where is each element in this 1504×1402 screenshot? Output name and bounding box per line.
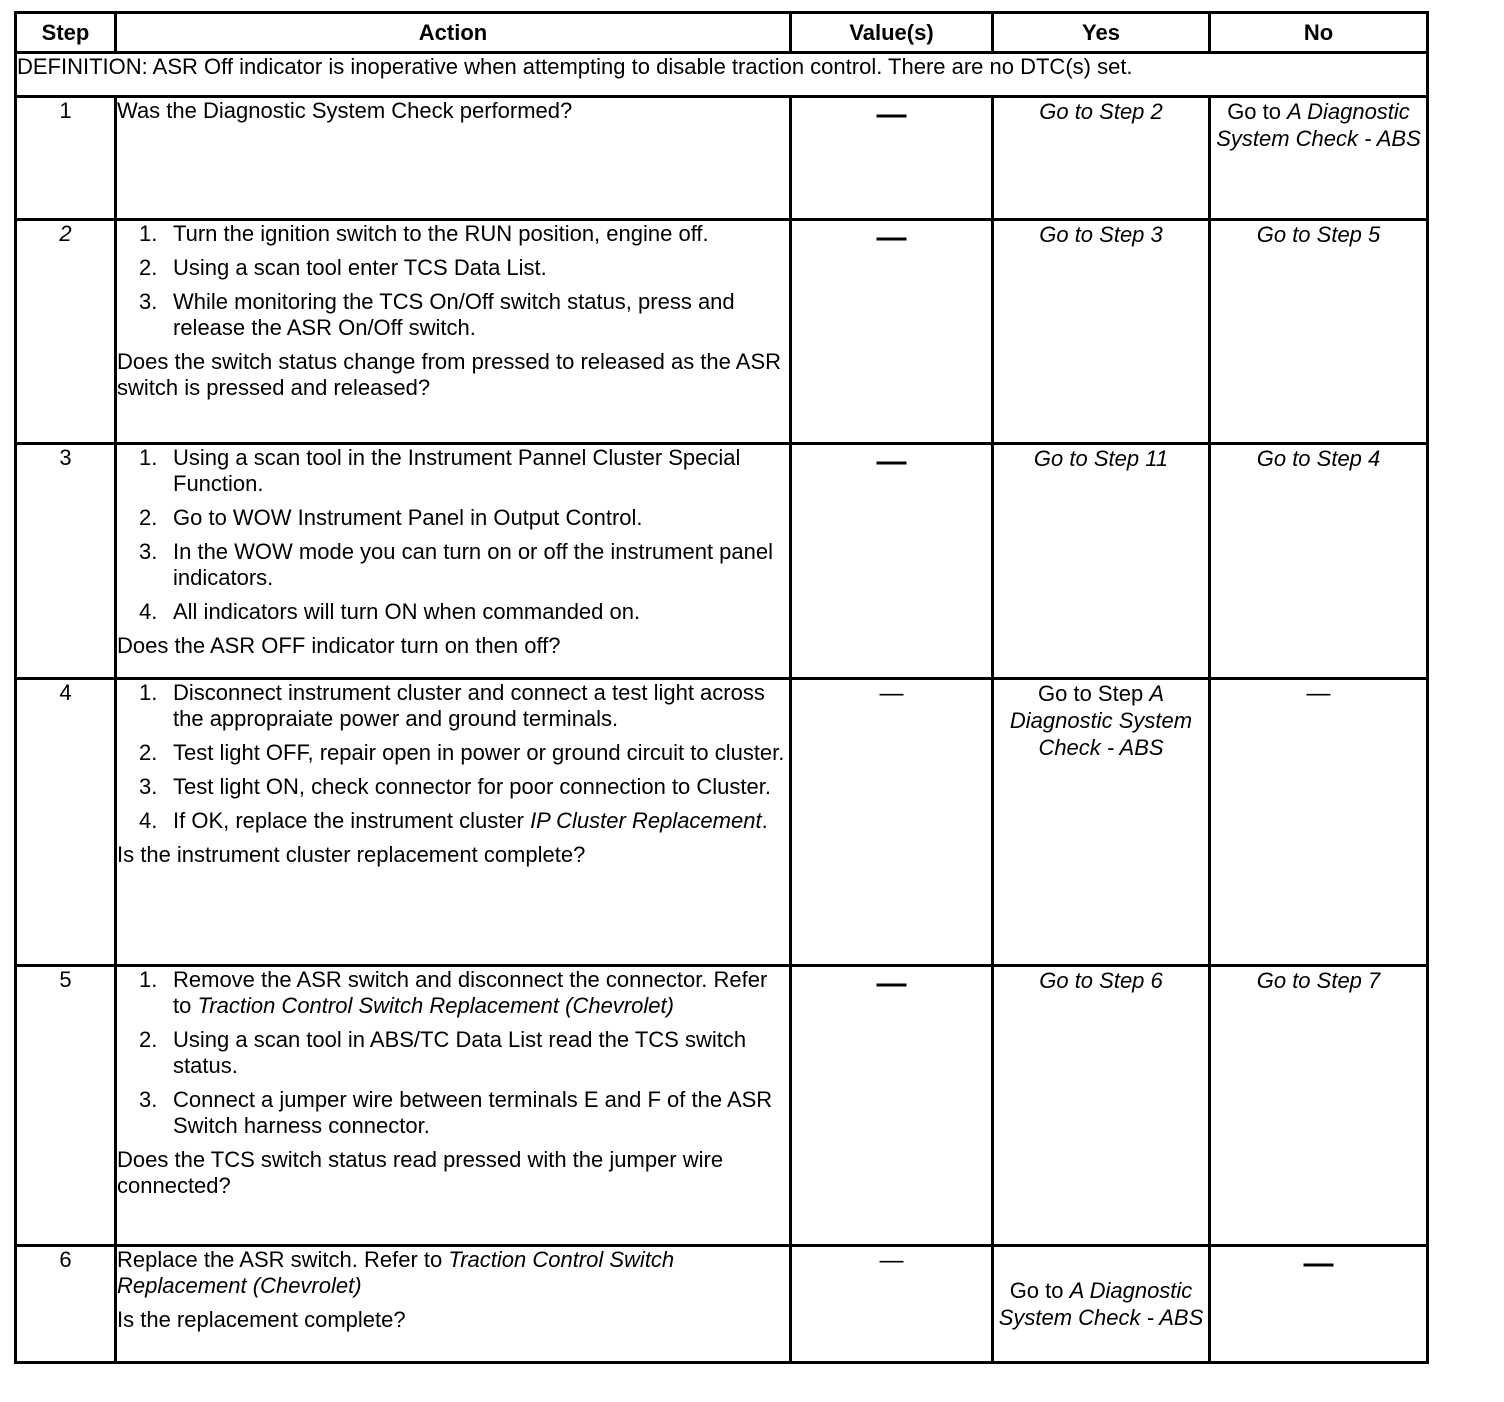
item-number: 2. [139,740,158,765]
item-number: 3. [139,539,158,564]
no-cell: Go to Step 4 [1210,444,1428,679]
item-number: 4. [139,808,158,833]
header-row [16,13,1428,53]
list-item [139,255,789,281]
list-item [139,740,789,766]
header-no: No [1210,13,1428,53]
step-question: Is the replacement complete? [117,1307,406,1332]
item-number: 2. [139,505,158,530]
item-text-prefix: If OK, replace the instrument cluster [173,808,524,833]
item-text: Turn the ignition switch to the RUN position, engine off. [173,221,709,246]
item-number: 2. [139,1027,158,1052]
item-text: Connect a jumper wire between terminals E and F of the ASR Switch harness connector. [173,1087,773,1138]
item-text: Go to WOW Instrument Panel in Output Control. [173,505,643,530]
value-cell: — [791,966,993,1246]
item-text: Disconnect instrument cluster and connect a test light across the appropraiate power and ground terminals. [173,680,765,731]
table-row [16,1246,1428,1363]
step-number: 1 [16,97,116,220]
yes-link: A Diagnostic System Check - ABS [998,1278,1204,1330]
yes-cell: Go to Step 6 [993,966,1210,1246]
item-number: 1. [139,445,158,470]
table-row [16,97,1428,220]
step-question: Does the switch status change from pressed to released as the ASR switch is pressed and released? [117,349,782,400]
item-number: 1. [139,967,158,992]
yes-cell [993,679,1210,966]
action-text [117,1247,789,1299]
no-cell [1210,97,1428,220]
action-cell [116,1246,791,1363]
yes-prefix: Go to Step [1038,681,1144,706]
item-number: 3. [139,289,158,314]
action-cell [116,444,791,679]
step-question: Does the ASR OFF indicator turn on then off? [117,633,561,658]
no-cell: — [1210,679,1428,966]
value-cell: — [791,679,993,966]
action-text-link: Traction Control Switch Replacement (Chevrolet) [117,1247,675,1298]
item-text [173,967,789,1019]
list-item [139,1027,789,1079]
value-cell: — [791,1246,993,1363]
list-item [139,1087,789,1139]
table-row [16,220,1428,444]
action-list [117,221,789,341]
item-number: 2. [139,255,158,280]
value-cell: — [791,444,993,679]
definition-text: DEFINITION: ASR Off indicator is inoperative when attempting to disable traction control. There are no DTC(s) set. [16,53,1428,97]
item-text: In the WOW mode you can turn on or off the instrument panel indicators. [173,539,774,590]
step-number: 5 [16,966,116,1246]
value-cell: — [791,97,993,220]
step-number [16,220,116,444]
item-text-link: Traction Control Switch Replacement (Chevrolet) [197,993,674,1018]
no-link: A Diagnostic System Check - ABS [1216,99,1421,151]
item-text: Using a scan tool in ABS/TC Data List read the TCS switch status. [173,1027,747,1078]
step-question: Is the instrument cluster replacement complete? [117,842,586,867]
step-number-text: 2 [59,221,72,246]
item-number: 3. [139,774,158,799]
action-list [117,445,789,625]
action-cell [116,679,791,966]
step-number: 6 [16,1246,116,1363]
list-item [139,808,789,834]
yes-cell [993,1246,1210,1363]
action-text-prefix: Replace the ASR switch. Refer to [117,1247,443,1272]
value-cell: — [791,220,993,444]
yes-cell: Go to Step 3 [993,220,1210,444]
action-cell [116,220,791,444]
diagnostic-table [14,11,1429,1364]
no-cell: Go to Step 5 [1210,220,1428,444]
item-text: Using a scan tool in the Instrument Pannel Cluster Special Function. [173,445,741,496]
list-item [139,505,789,531]
item-text: If OK, replace the instrument cluster IP Cluster Replacement. [173,808,768,833]
header-yes: Yes [993,13,1210,53]
list-item [139,967,789,1019]
action-cell [116,966,791,1246]
yes-prefix: Go to [1009,1278,1064,1303]
item-text: All indicators will turn ON when commanded on. [173,599,641,624]
item-text: Test light ON, check connector for poor connection to Cluster. [173,774,771,799]
header-step: Step [16,13,116,53]
step-number: 4 [16,679,116,966]
header-values: Value(s) [791,13,993,53]
list-item [139,774,789,800]
table-row [16,679,1428,966]
item-number: 1. [139,221,158,246]
item-text: Using a scan tool enter TCS Data List. [173,255,547,280]
no-prefix: Go to [1227,99,1281,124]
definition-row [16,53,1428,97]
list-item [139,221,789,247]
list-item [139,599,789,625]
action-list [117,967,789,1139]
item-number: 1. [139,680,158,705]
table-row [16,966,1428,1246]
action-list [117,680,789,834]
step-question: Was the Diagnostic System Check performed? [117,98,573,123]
list-item [139,289,789,341]
item-number: 4. [139,599,158,624]
step-number: 3 [16,444,116,679]
action-cell [116,97,791,220]
item-text: While monitoring the TCS On/Off switch status, press and release the ASR On/Off switch. [173,289,735,340]
item-text: Test light OFF, repair open in power or ground circuit to cluster. [173,740,785,765]
step-question: Does the TCS switch status read pressed with the jumper wire connected? [117,1147,724,1198]
item-text-prefix: Remove the ASR switch and disconnect the connector. Refer to [173,967,768,1018]
yes-link: A Diagnostic System Check - ABS [1009,681,1193,760]
header-action: Action [116,13,791,53]
table-row [16,444,1428,679]
list-item [139,539,789,591]
list-item [139,680,789,732]
no-cell: Go to Step 7 [1210,966,1428,1246]
yes-cell: Go to Step 2 [993,97,1210,220]
item-number: 3. [139,1087,158,1112]
item-text-link: IP Cluster Replacement [530,808,762,833]
no-cell: — [1210,1246,1428,1363]
yes-cell: Go to Step 11 [993,444,1210,679]
list-item [139,445,789,497]
